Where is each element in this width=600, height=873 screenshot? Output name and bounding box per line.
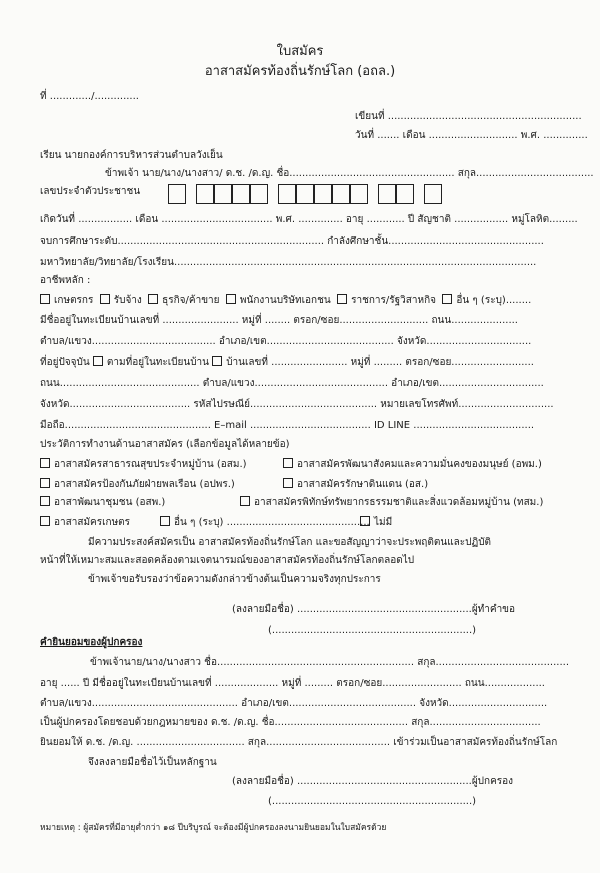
checkbox[interactable] <box>148 294 158 304</box>
current-address-option: บ้านเลขที่ ........................ หมู่ที่ ......... ตรอก/ซอย.......................... <box>226 357 534 368</box>
checkbox[interactable] <box>442 294 452 304</box>
occupation-option: ราชการ/รัฐวิสาหกิจ <box>351 295 436 306</box>
subdistrict-field[interactable]: ตำบล/แขวง....................................... อำเภอ/เขต........................................ จังหวัด................................. <box>40 336 532 347</box>
salutation: เรียน นายกองค์การบริหารส่วนตำบลวังเย็น <box>40 150 223 161</box>
current-address-label: ที่อยู่ปัจจุบัน <box>40 357 90 368</box>
intent-text-cont: หน้าที่ให้เหมาะสมและสอดคล้องตามเจตนารมณ์ของอาสาสมัครท้องถิ่นรักษ์โลกตลอดไป <box>40 555 415 566</box>
guardian-heading: คำยินยอมของผู้ปกครอง <box>40 637 143 648</box>
university-field[interactable]: มหาวิทยาลัย/วิทยาลัย/โรงเรียน.................................................................................................................. <box>40 257 537 268</box>
volunteer-row <box>160 516 370 530</box>
current-address-option: ตามที่อยู่ในทะเบียนบ้าน <box>106 357 210 368</box>
id-digit-box[interactable] <box>378 184 396 204</box>
occupation-option: รับจ้าง <box>113 295 142 306</box>
checkbox[interactable] <box>40 496 50 506</box>
checkbox[interactable] <box>40 478 50 488</box>
guardian-printed-name-field[interactable]: (...............................................................) <box>268 796 477 807</box>
guardian-address-field[interactable]: อายุ ...... ปี มีชื่ออยู่ในทะเบียนบ้านเลขที่ .................... หมู่ที่ ......... ตรอก/ซอย......................... ถนน................... <box>40 678 545 689</box>
occupation-options <box>40 294 531 308</box>
id-digit-box[interactable] <box>250 184 268 204</box>
checkbox[interactable] <box>283 478 293 488</box>
id-digit-box[interactable] <box>214 184 232 204</box>
checkbox[interactable] <box>100 294 110 304</box>
volunteer-option: อาสาสมัครพัฒนาสังคมและความมั่นคงของมนุษย์ (อพม.) <box>297 459 542 470</box>
ref-number-field[interactable]: ที่ ............./.............. <box>40 91 139 102</box>
road-field[interactable]: ถนน............................................ ตำบล/แขวง.......................................... อำเภอ/เขต................................. <box>40 378 544 389</box>
checkbox[interactable] <box>160 516 170 526</box>
volunteer-row <box>283 478 428 492</box>
checkbox[interactable] <box>40 294 50 304</box>
checkbox[interactable] <box>40 516 50 526</box>
guardian-legal-field[interactable]: เป็นผู้ปกครองโดยชอบด้วยกฎหมายของ ด.ช. /ด.ญ. ชื่อ.......................................... สกุล................................... <box>40 717 541 728</box>
id-digit-box[interactable] <box>296 184 314 204</box>
occupation-option: อื่น ๆ (ระบุ)........ <box>456 295 532 306</box>
volunteer-option: อาสาสมัครรักษาดินแดน (อส.) <box>297 479 429 490</box>
checkbox[interactable] <box>360 516 370 526</box>
volunteer-row <box>283 458 542 472</box>
footnote: หมายเหตุ : ผู้สมัครที่มีอายุต่ำกว่า ๑๘ ปีบริบูรณ์ จะต้องมีผู้ปกครองลงนามยินยอมในใบสมัครด้วย <box>40 823 387 833</box>
volunteer-row <box>240 496 543 510</box>
id-digit-box[interactable] <box>196 184 214 204</box>
guardian-signature-field[interactable]: (ลงลายมือชื่อ) .......................................................ผู้ปกครอง <box>232 776 514 787</box>
birth-field[interactable]: เกิดวันที่ ................. เดือน ................................... พ.ศ. .............. อายุ ............ ปี สัญชาติ ................. หมู่โลหิต......... <box>40 214 578 225</box>
id-label: เลขประจำตัวประชาชน <box>40 186 141 197</box>
contact-field[interactable]: มือถือ.............................................. E–mail ...................................... ID LINE ...................................... <box>40 420 535 431</box>
guardian-evidence-text: จึงลงลายมือชื่อไว้เป็นหลักฐาน <box>88 757 217 768</box>
checkbox[interactable] <box>93 356 103 366</box>
volunteer-option: ไม่มี <box>374 517 393 528</box>
form-subtitle: อาสาสมัครท้องถิ่นรักษ์โลก (อถล.) <box>204 64 396 79</box>
volunteer-option: อาสาสมัครป้องกันภัยฝ่ายพลเรือน (อปพร.) <box>54 479 235 490</box>
guardian-subdistrict-field[interactable]: ตำบล/แขวง.............................................. อำเภอ/เขต........................................ จังหวัด............................... <box>40 698 548 709</box>
id-digit-box[interactable] <box>314 184 332 204</box>
volunteer-row <box>40 458 247 472</box>
occupation-option: เกษตรกร <box>54 295 94 306</box>
applicant-signature-field[interactable]: (ลงลายมือชื่อ) .......................................................ผู้ทำคำขอ <box>232 604 516 615</box>
education-field[interactable]: จบการศึกษาระดับ................................................................. กำลังศึกษาชั้น................................................. <box>40 236 544 247</box>
volunteer-row <box>40 496 165 510</box>
occupation-label: อาชีพหลัก : <box>40 275 91 286</box>
checkbox[interactable] <box>240 496 250 506</box>
date-field[interactable]: วันที่ ....... เดือน ............................ พ.ศ. .............. <box>355 130 588 141</box>
volunteer-row <box>40 516 130 530</box>
id-digit-box[interactable] <box>278 184 296 204</box>
guardian-name-field[interactable]: ข้าพเจ้านาย/นาง/นางสาว ชื่อ.............................................................. สกุล.......................................... <box>90 657 570 668</box>
checkbox[interactable] <box>226 294 236 304</box>
volunteer-option: อาสาสมัครสาธารณสุขประจำหมู่บ้าน (อสม.) <box>54 459 247 470</box>
volunteer-option: อาสาสมัครเกษตร <box>54 517 131 528</box>
volunteer-row <box>360 516 392 530</box>
id-digit-box[interactable] <box>168 184 186 204</box>
checkbox[interactable] <box>40 458 50 468</box>
checkbox[interactable] <box>283 458 293 468</box>
volunteer-option: อาสาพัฒนาชุมชน (อสพ.) <box>54 497 166 508</box>
id-digit-box[interactable] <box>396 184 414 204</box>
intent-text: มีความประสงค์สมัครเป็น อาสาสมัครท้องถิ่นรักษ์โลก และขอสัญญาว่าจะประพฤติตนและปฏิบัติ <box>88 537 492 548</box>
checkbox[interactable] <box>212 356 222 366</box>
id-digit-box[interactable] <box>424 184 442 204</box>
id-digit-box[interactable] <box>350 184 368 204</box>
id-digit-box[interactable] <box>232 184 250 204</box>
guardian-consent-field[interactable]: ยินยอมให้ ด.ช. /ด.ญ. .................................. สกุล....................................... เข้าร่วมเป็นอาสาสมัครท้องถิ่นรักษ์โลก <box>40 737 558 748</box>
form-title: ใบสมัคร <box>276 44 324 59</box>
id-digit-box[interactable] <box>332 184 350 204</box>
volunteer-option: อื่น ๆ (ระบุ) ............................................. <box>174 517 370 528</box>
occupation-option: พนักงานบริษัทเอกชน <box>239 295 331 306</box>
certify-text: ข้าพเจ้าขอรับรองว่าข้อความดังกล่าวข้างต้นเป็นความจริงทุกประการ <box>88 574 381 585</box>
volunteer-row <box>40 478 235 492</box>
applicant-printed-name-field[interactable]: (...............................................................) <box>268 625 477 636</box>
registered-address-field[interactable]: มีชื่ออยู่ในทะเบียนบ้านเลขที่ ........................ หมู่ที่ ........ ตรอก/ซอย............................ ถนน..................... <box>40 315 518 326</box>
written-at-field[interactable]: เขียนที่ ............................................................. <box>355 111 582 122</box>
occupation-option: ธุรกิจ/ค้าขาย <box>162 295 220 306</box>
applicant-name-field[interactable]: ข้าพเจ้า นาย/นาง/นางสาว/ ด.ช. /ด.ญ. ชื่อ.................................................... สกุล..................................... <box>105 168 594 179</box>
volunteer-option: อาสาสมัครพิทักษ์ทรัพยากรธรรมชาติและสิ่งแวดล้อมหมู่บ้าน (ทสม.) <box>254 497 544 508</box>
province-field[interactable]: จังหวัด...................................... รหัสไปรษณีย์........................................ หมายเลขโทรศัพท์.............................. <box>40 399 554 410</box>
current-address-row <box>40 356 534 370</box>
volunteer-label: ประวัติการทำงานด้านอาสาสมัคร (เลือกข้อมูลได้หลายข้อ) <box>40 439 290 450</box>
checkbox[interactable] <box>337 294 347 304</box>
